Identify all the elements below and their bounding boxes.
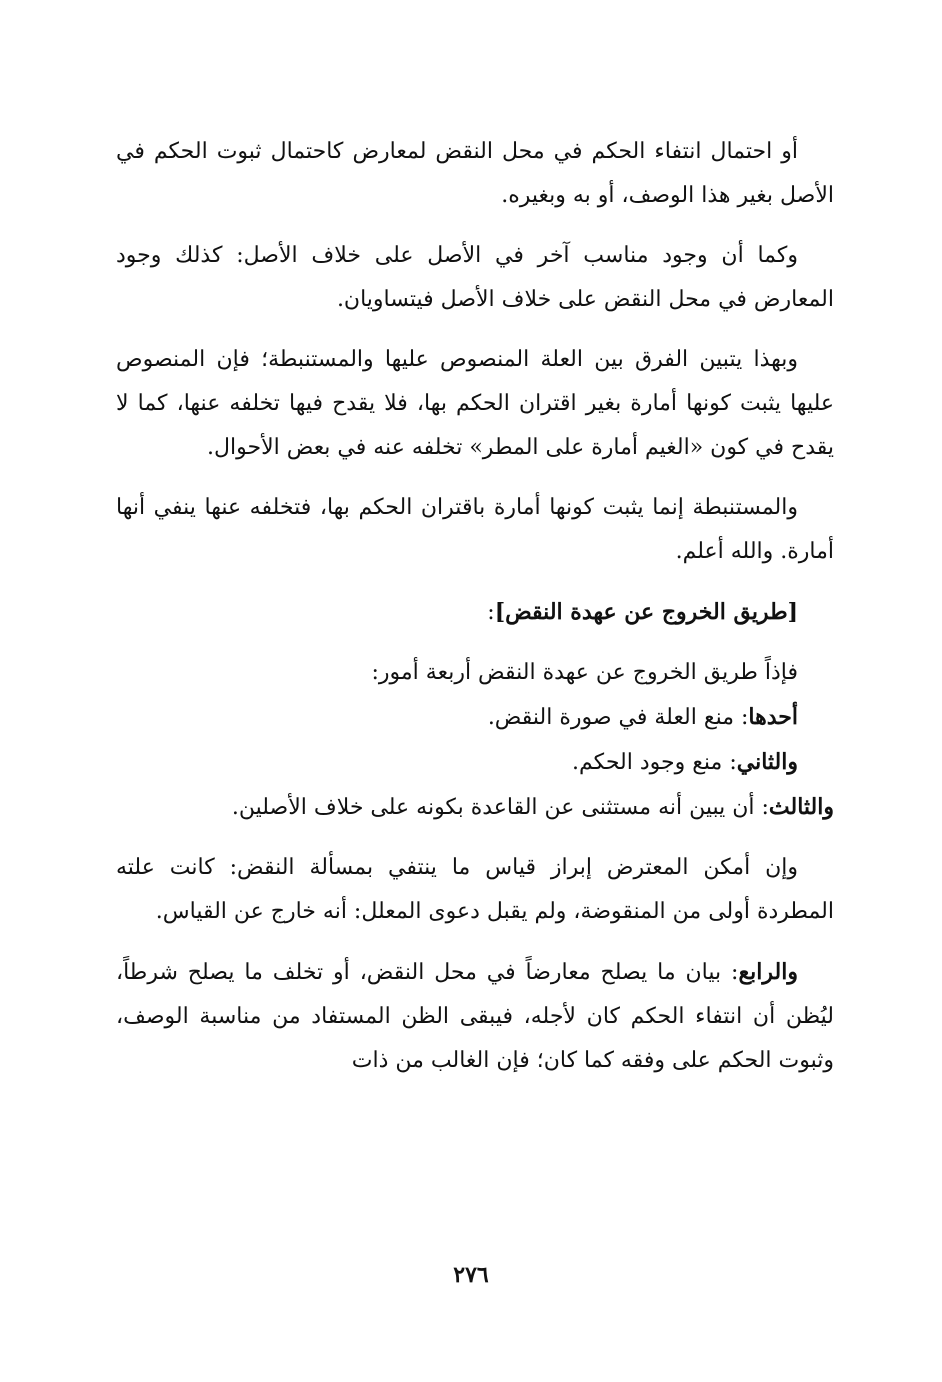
paragraph-5: وإن أمكن المعترض إبراز قياس ما ينتفي بمسألة النقض: كانت علته المطردة أولى من المنقوضة، ولم يقبل دعوى المعلل: أنه خارج عن القياس. — [116, 855, 834, 924]
section-heading — [116, 590, 834, 635]
page-number: ٢٧٦ — [453, 1262, 489, 1288]
list-item-label: والثاني — [736, 749, 798, 775]
paragraph-6-label: والرابع — [738, 959, 798, 985]
page-body — [116, 130, 834, 1099]
paragraph-4: والمستنبطة إنما يثبت كونها أمارة باقتران الحكم بها، فتخلفه عنها ينفي أنها أمارة. والله أعلم. — [116, 495, 834, 564]
list-item-text: : منع العلة في صورة النقض. — [487, 705, 749, 730]
paragraph-3: وبهذا يتبين الفرق بين العلة المنصوص عليها والمستنبطة؛ فإن المنصوص عليها يثبت كونها أمارة بغير اقتران الحكم بها، فلا يقدح فيها تخلفه عنها، كما لا يقدح في كون «الغيم أمارة على المطر» تخلفه عنه في بعض الأحوال. — [116, 347, 834, 460]
list-item-label: أحدها — [748, 704, 798, 730]
paragraph-6-text: : بيان ما يصلح معارضاً في محل النقض، أو تخلف ما يصلح شرطاً، ليُظن أن انتفاء الحكم كان لأجله، فيبقى الظن المستفاد من مناسبة الوصف، وثبوت الحكم على وفقه كما كان؛ فإن الغالب من ذات — [116, 960, 834, 1073]
list-item-text: : منع وجود الحكم. — [572, 750, 737, 775]
list-item — [116, 695, 834, 740]
paragraph-1: أو احتمال انتفاء الحكم في محل النقض لمعارض كاحتمال ثبوت الحكم في الأصل بغير هذا الوصف، أو به وبغيره. — [116, 139, 834, 208]
list-item-text: : أن يبين أنه مستثنى عن القاعدة بكونه على خلاف الأصلين. — [231, 795, 769, 820]
paragraph-6 — [116, 950, 834, 1083]
list-intro: فإذاً طريق الخروج عن عهدة النقض أربعة أمور: — [371, 660, 798, 685]
section-heading-text: [طريق الخروج عن عهدة النقض] — [494, 599, 798, 625]
section-heading-colon: : — [487, 600, 495, 625]
list-item — [116, 740, 834, 785]
list-item-label: والثالث — [768, 794, 834, 820]
paragraph-2: وكما أن وجود مناسب آخر في الأصل على خلاف الأصل: كذلك وجود المعارض في محل النقض على خلاف الأصل فيتساويان. — [116, 243, 834, 312]
list-item — [116, 785, 834, 830]
